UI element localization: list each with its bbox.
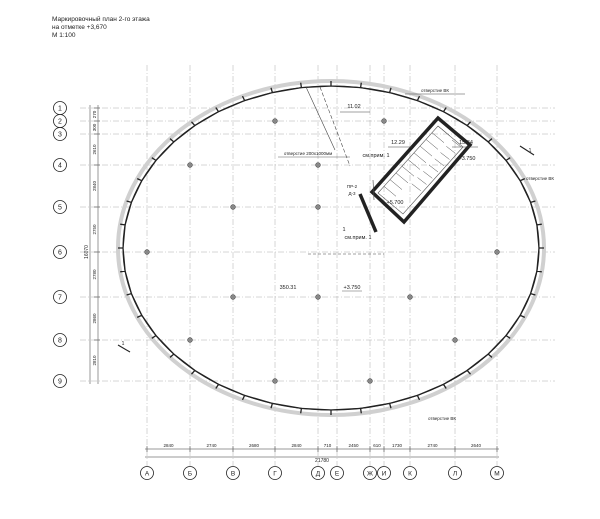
column-dimension-label: 2680 <box>248 443 260 448</box>
room-top-area: 11.02 <box>347 104 361 110</box>
column-dimension-label: 2740 <box>206 443 217 448</box>
column-axis-label: К <box>408 470 412 478</box>
column-axis-label: Г <box>273 470 277 478</box>
opening-vk-right: отверстие ВК <box>525 176 555 181</box>
row-dimension-label: 2860 <box>92 313 97 324</box>
column-axis-marker <box>449 467 462 480</box>
column-axis-label: В <box>230 470 236 478</box>
row-dimension-labels <box>92 108 100 366</box>
row-axis-marker <box>54 201 67 214</box>
row-total-dim: 16070 <box>84 245 90 259</box>
column <box>188 163 193 168</box>
column <box>382 119 387 124</box>
column <box>231 205 236 210</box>
row-axis-marker <box>54 375 67 388</box>
column-dimension-label: 1730 <box>391 443 403 448</box>
column-axis-marker <box>404 467 417 480</box>
row-axis-label: 8 <box>58 337 62 345</box>
columns <box>145 119 500 384</box>
column <box>316 295 321 300</box>
wall-code: ПР-2 <box>346 184 358 189</box>
column-axis-markers <box>141 467 504 480</box>
column-axis-marker <box>364 467 377 480</box>
row-dimension-label: 270 <box>92 110 97 119</box>
column-axis-marker <box>141 467 154 480</box>
row-dimension-label: 2810 <box>92 355 97 366</box>
room-right-area: 15.34 <box>459 140 473 146</box>
plan-title: Маркировочный план 2-го этажа <box>52 16 150 23</box>
column-axis-label: Ж <box>366 470 374 478</box>
column-dimension-label: 2740 <box>427 443 438 448</box>
row-axis-label: 9 <box>58 378 62 386</box>
row-axis-marker <box>54 246 67 259</box>
column <box>408 295 413 300</box>
opening-size-note: отверстие 200х1000мм <box>283 151 333 156</box>
stair-level: +5.700 <box>386 200 404 206</box>
column <box>495 250 500 255</box>
column <box>368 379 373 384</box>
col-total-dim: 21780 <box>315 458 329 464</box>
row-axis-markers <box>54 102 67 388</box>
row-dimension-label: 2780 <box>92 269 97 280</box>
column-dimension-labels <box>147 443 497 452</box>
row-axis-label: 6 <box>58 249 62 257</box>
row-dimension-label: 300 <box>92 123 97 132</box>
opening-vk-bottom: отверстие ВК <box>427 416 457 421</box>
row-axis-marker <box>54 102 67 115</box>
column <box>273 119 278 124</box>
row-axis-label: 2 <box>58 118 62 126</box>
plan-scale: М 1:100 <box>52 32 76 39</box>
column-axis-label: И <box>381 470 387 478</box>
column-dimension-label: 2640 <box>470 443 482 448</box>
row-axis-marker <box>54 115 67 128</box>
wall-code-2: Д-3 <box>348 191 356 196</box>
room-stair-area: 12.29 <box>391 140 405 146</box>
column <box>231 295 236 300</box>
note-num: 1 <box>342 227 346 233</box>
row-dimension-label: 2750 <box>92 224 97 235</box>
column <box>453 338 458 343</box>
column-axis-marker <box>331 467 344 480</box>
column-axis-marker <box>227 467 240 480</box>
column-axis-label: М <box>494 470 500 478</box>
row-axis-marker <box>54 291 67 304</box>
column-dimension-label: 2450 <box>348 443 359 448</box>
column-dimension-label: 710 <box>323 443 332 448</box>
column-axis-marker <box>378 467 391 480</box>
note-ref-top: см.прим. 1 <box>362 153 390 159</box>
column-axis-label: Е <box>334 470 340 478</box>
row-axis-label: 7 <box>58 294 62 302</box>
plan-elevation: на отметке +3,670 <box>52 24 107 31</box>
row-axis-label: 4 <box>58 162 62 170</box>
row-axis-label: 5 <box>58 204 62 212</box>
column-dimension-label: 2840 <box>291 443 302 448</box>
row-axis-marker <box>54 128 67 141</box>
row-dimension-label: 2840 <box>92 180 97 192</box>
room-main-level: +3.750 <box>343 285 361 291</box>
building-outline <box>118 81 544 415</box>
column <box>145 250 150 255</box>
row-dimension-label: 2610 <box>92 144 97 155</box>
row-axis-marker <box>54 334 67 347</box>
column-axis-label: Д <box>315 470 321 478</box>
column-axis-marker <box>184 467 197 480</box>
column-axis-label: Л <box>452 470 458 478</box>
opening-vk-top: отверстие ВК <box>420 88 450 93</box>
column-dimension-label: 610 <box>373 443 381 448</box>
room-main-area: 350.31 <box>279 285 297 291</box>
column <box>188 338 193 343</box>
column-axis-marker <box>491 467 504 480</box>
column <box>316 205 321 210</box>
room-right-level: +3.750 <box>458 156 476 162</box>
row-axis-marker <box>54 159 67 172</box>
stair-core <box>360 118 470 232</box>
column-axis-label: Б <box>187 470 193 478</box>
column-dimension-label: 2840 <box>163 443 174 448</box>
column-axis-label: А <box>144 470 150 478</box>
column-axis-marker <box>312 467 325 480</box>
row-axis-label: 1 <box>58 105 62 113</box>
note-ref-middle: см.прим. 1 <box>344 235 372 241</box>
column-axis-marker <box>269 467 282 480</box>
section-mark-right: 1 <box>528 148 532 154</box>
column <box>273 379 278 384</box>
section-mark-left: 1 <box>121 341 125 347</box>
column <box>316 163 321 168</box>
row-axis-label: 3 <box>58 131 62 139</box>
